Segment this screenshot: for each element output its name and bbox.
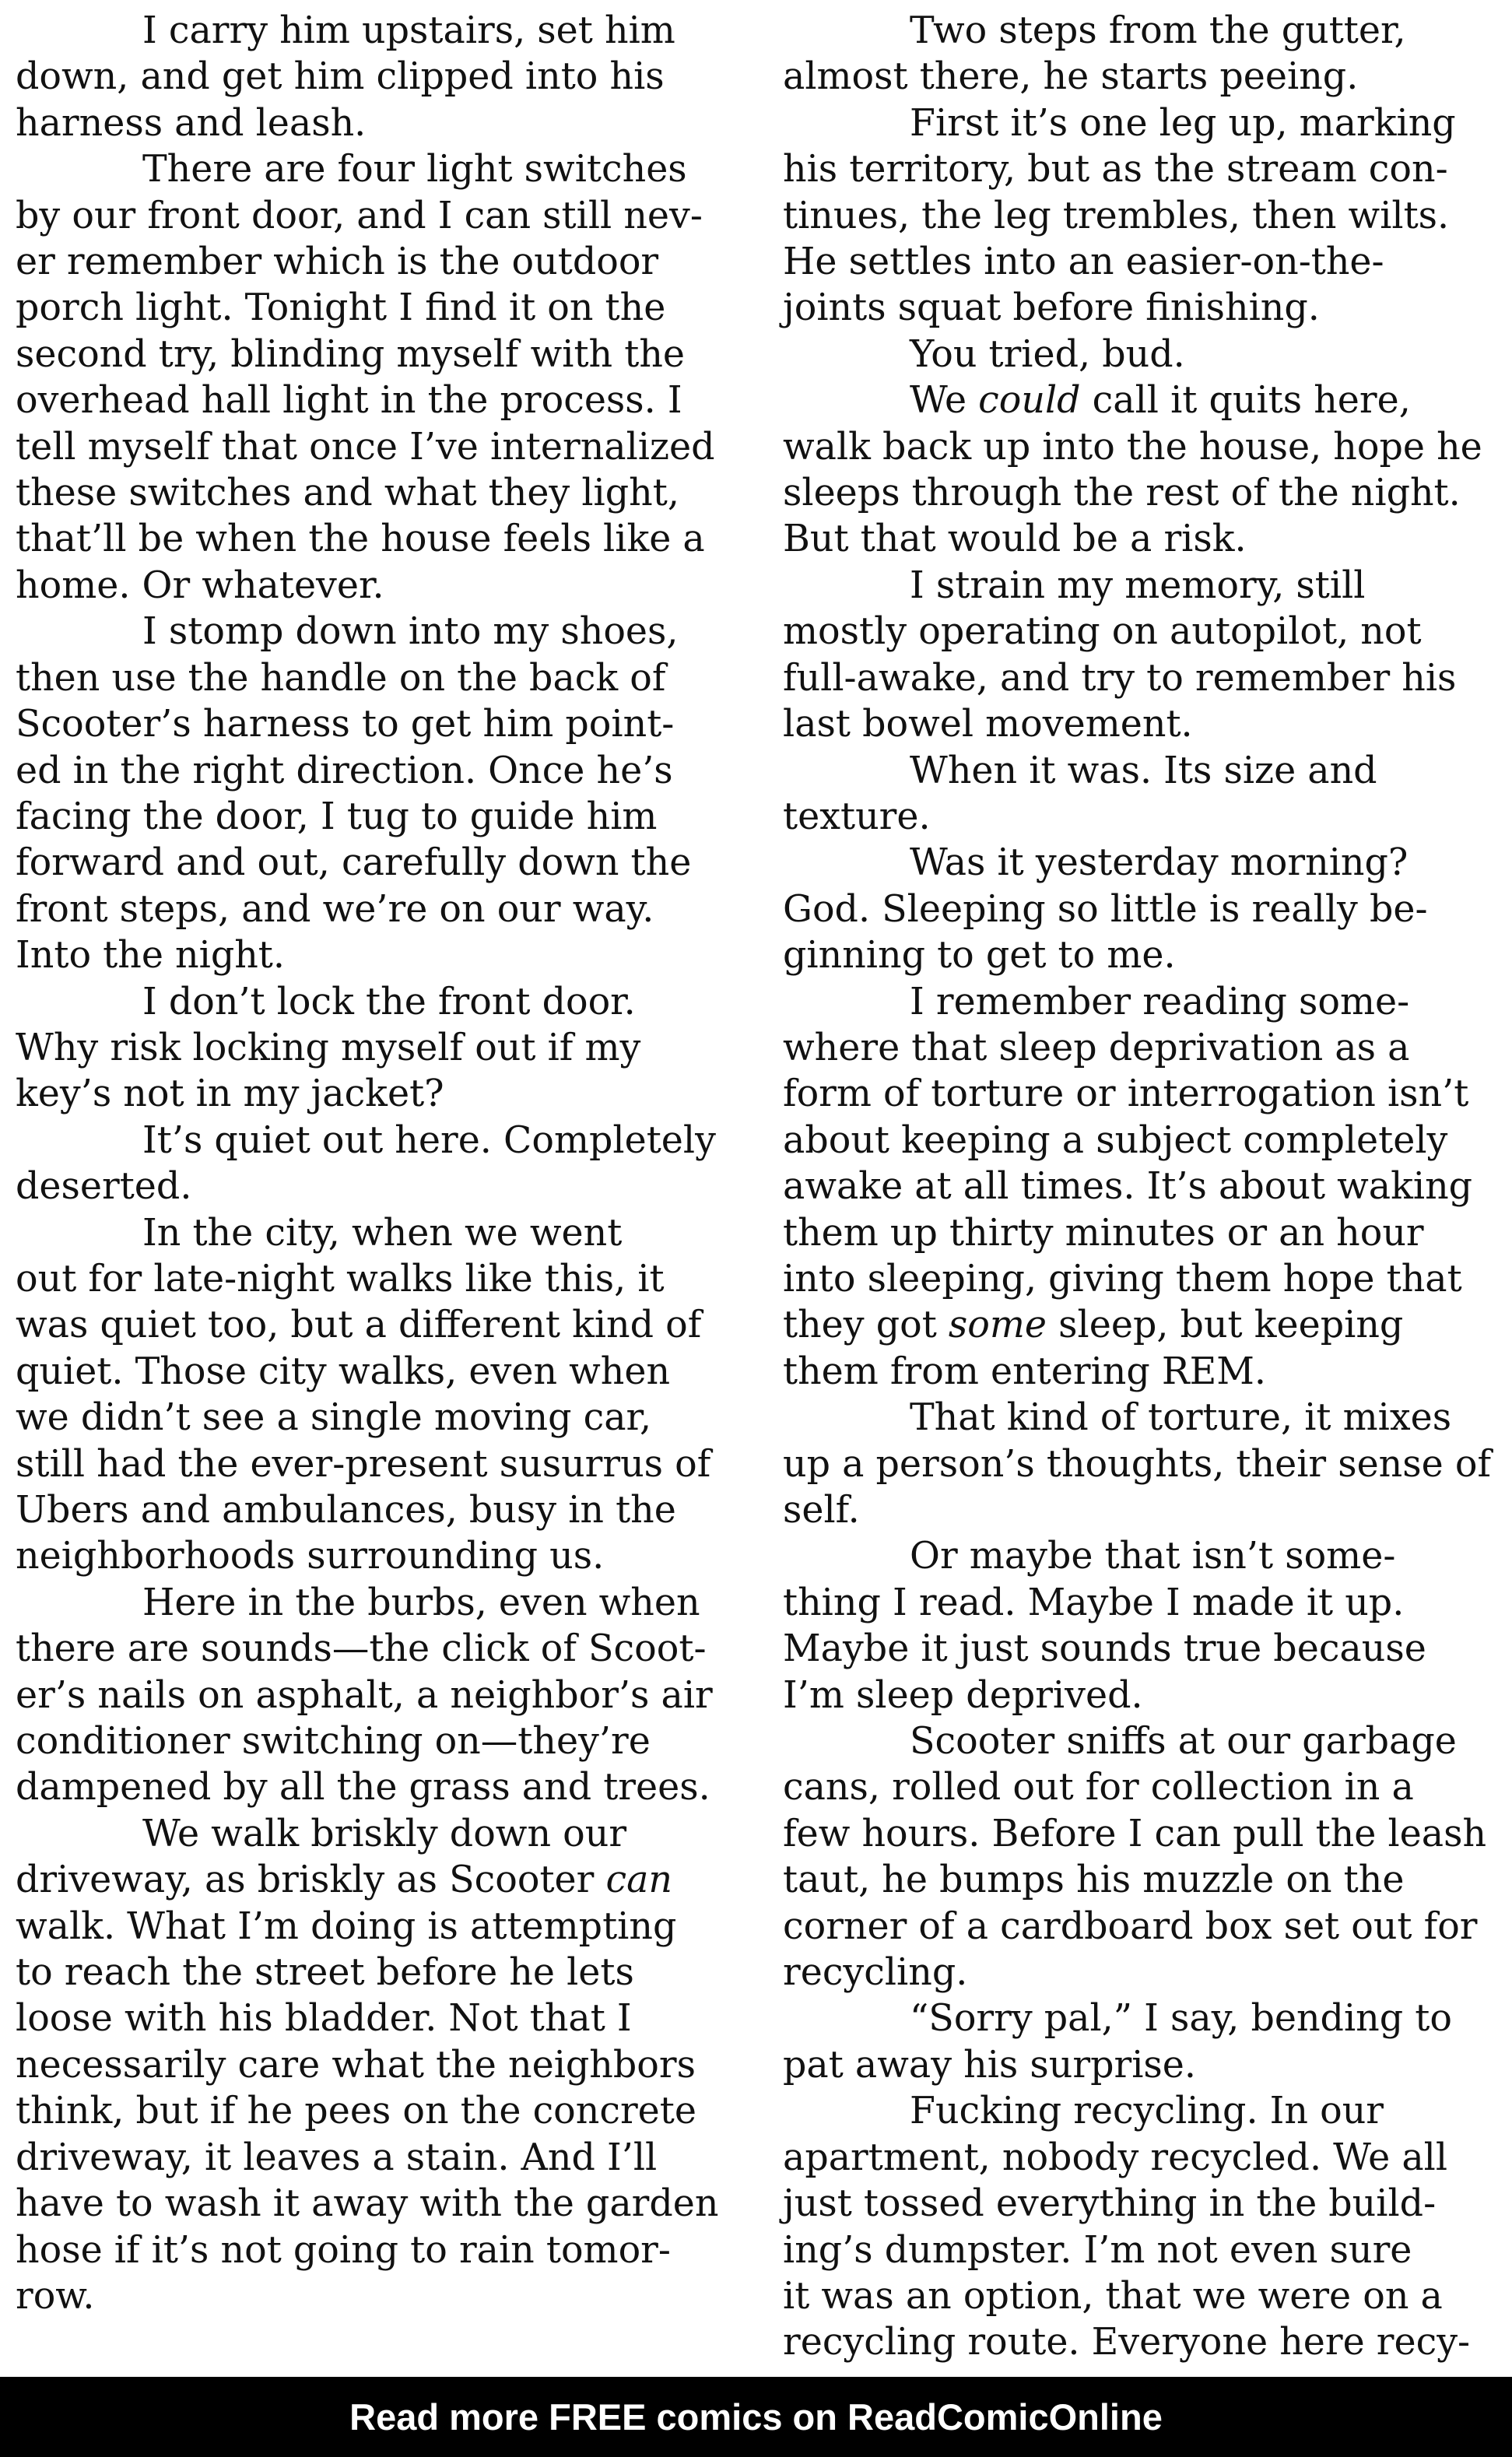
text-line: [783, 239, 1475, 285]
line-text: front steps, and we’re on our way.: [16, 887, 654, 931]
line-text: “Sorry pal,” I say, bending to: [910, 1997, 1452, 2041]
text-line: [16, 932, 708, 978]
line-text: into sleeping, giving them hope that: [783, 1257, 1462, 1300]
text-line: [783, 1950, 1475, 1995]
line-text: Or maybe that isn’t some-: [910, 1535, 1396, 1578]
text-line: [783, 655, 1475, 701]
text-line: [16, 1441, 711, 1487]
text-line: [783, 424, 1482, 470]
line-text: second try, blinding myself with the: [16, 332, 686, 376]
text-line: [783, 1626, 1475, 1672]
text-line: [16, 516, 708, 562]
emphasis-text: could: [978, 379, 1081, 423]
text-line: [16, 1995, 708, 2041]
line-text: deserted.: [16, 1165, 192, 1209]
line-text: these switches and what they light,: [16, 472, 679, 515]
text-line: [16, 1811, 708, 1857]
emphasis-text: can: [605, 1859, 672, 1902]
text-line: [783, 193, 1475, 239]
text-line: [783, 1718, 1475, 1764]
line-text: recycling.: [783, 1951, 968, 1995]
text-line: [783, 2135, 1475, 2181]
text-line: [16, 979, 708, 1025]
line-text: thing I read. Maybe I made it up.: [783, 1581, 1405, 1624]
text-line: [783, 748, 1475, 794]
text-line: [783, 701, 1475, 747]
text-line: [16, 2088, 708, 2134]
line-text: few hours. Before I can pull the leash: [783, 1812, 1487, 1855]
line-text: ginning to get to me.: [783, 934, 1176, 978]
text-line: [16, 54, 708, 100]
line-text: In the city, when we went: [142, 1211, 623, 1255]
line-text: home. Or whatever.: [16, 563, 384, 607]
text-line: [783, 1673, 1475, 1718]
line-text: He settles into an easier-on-the-: [783, 240, 1384, 284]
text-line: [16, 748, 708, 794]
text-line: [783, 1580, 1475, 1626]
line-text: quiet. Those city walks, even when: [16, 1350, 671, 1393]
text-line: [783, 470, 1475, 516]
line-text: dampened by all the grass and trees.: [16, 1766, 710, 1809]
text-line: [783, 1349, 1475, 1395]
line-text: First it’s one leg up, marking: [910, 101, 1456, 145]
text-line: [783, 979, 1475, 1025]
line-text: they got: [783, 1304, 949, 1347]
line-text: mostly operating on autopilot, not: [783, 610, 1422, 654]
line-text: think, but if he pees on the concrete: [16, 2090, 696, 2133]
line-text: we didn’t see a single moving car,: [16, 1396, 652, 1440]
text-line: [16, 332, 708, 377]
line-text: cans, rolled out for collection in a: [783, 1766, 1414, 1809]
text-line: [16, 2227, 708, 2273]
text-line: [783, 1764, 1475, 1810]
line-text: I carry him upstairs, set him: [142, 9, 675, 52]
text-line: [16, 8, 708, 54]
text-line: [16, 377, 708, 423]
text-line: [16, 1673, 713, 1718]
line-text: them from entering REM.: [783, 1350, 1267, 1393]
text-line: [16, 2042, 708, 2088]
text-line: [16, 1487, 708, 1533]
line-text: self.: [783, 1489, 860, 1532]
line-text: Into the night.: [16, 934, 285, 978]
text-line: [16, 1626, 708, 1672]
line-text: it was an option, that we were on a: [783, 2274, 1443, 2318]
text-line: [16, 1349, 708, 1395]
text-line: [783, 886, 1475, 932]
line-text: But that would be a risk.: [783, 518, 1247, 561]
line-text: walk. What I’m doing is attempting: [16, 1904, 677, 1948]
emphasis-text: some: [948, 1304, 1047, 1347]
text-line: [16, 100, 708, 146]
text-line: [16, 1210, 708, 1256]
text-line: [783, 2181, 1475, 2227]
line-text: God. Sleeping so little is really be-: [783, 887, 1428, 931]
text-line: [783, 840, 1475, 886]
text-line: [783, 609, 1475, 655]
line-text: porch light. Tonight I find it on the: [16, 286, 666, 330]
text-line: [16, 655, 708, 701]
line-text: then use the handle on the back of: [16, 656, 666, 700]
text-line: [783, 8, 1475, 54]
text-line: [16, 1118, 716, 1164]
text-line: [16, 1164, 708, 1209]
text-line: [783, 285, 1475, 331]
text-line: [783, 1302, 1475, 1348]
line-text: overhead hall light in the process. I: [16, 379, 682, 423]
text-line: [783, 1995, 1475, 2041]
line-text: out for late-night walks like this, it: [16, 1257, 665, 1300]
line-text: last bowel movement.: [783, 703, 1193, 746]
text-line: [783, 1210, 1475, 1256]
text-line: [16, 1302, 708, 1348]
text-line: [783, 100, 1475, 146]
line-text: We walk briskly down our: [142, 1812, 627, 1855]
line-text: key’s not in my jacket?: [16, 1072, 444, 1116]
text-line: [16, 1904, 708, 1950]
text-line: [16, 1950, 708, 1995]
text-line: [16, 1395, 708, 1441]
text-line: [16, 1533, 708, 1579]
line-text: ed in the right direction. Once he’s: [16, 749, 673, 792]
line-text: by our front door, and I can still nev-: [16, 194, 703, 237]
text-line: [783, 1904, 1478, 1950]
text-line: [783, 1118, 1475, 1164]
line-text: sleeps through the rest of the night.: [783, 472, 1461, 515]
line-text: When it was. Its size and: [910, 749, 1377, 792]
line-text: loose with his bladder. Not that I: [16, 1997, 632, 2041]
text-line: [16, 701, 708, 747]
text-line: [783, 563, 1475, 609]
line-text: about keeping a subject completely: [783, 1118, 1448, 1162]
line-text: Ubers and ambulances, busy in the: [16, 1489, 676, 1532]
line-text: walk back up into the house, hope he: [783, 425, 1482, 469]
line-text: necessarily care what the neighbors: [16, 2043, 696, 2087]
line-text: recycling route. Everyone here recy-: [783, 2321, 1471, 2364]
text-line: [16, 193, 708, 239]
text-line: [783, 2227, 1475, 2273]
text-line: [783, 377, 1475, 423]
line-text: still had the ever-present susurrus of: [16, 1442, 711, 1486]
line-text: tinues, the leg trembles, then wilts.: [783, 194, 1450, 237]
text-line: [783, 1857, 1475, 1903]
line-text: driveway, it leaves a stain. And I’ll: [16, 2136, 658, 2179]
line-text: neighborhoods surrounding us.: [16, 1535, 605, 1578]
left-text-column: [16, 8, 719, 2319]
text-line: [16, 2135, 708, 2181]
line-text: apartment, nobody recycled. We all: [783, 2136, 1448, 2179]
text-line: [16, 1256, 708, 1302]
line-text: hose if it’s not going to rain tomor-: [16, 2228, 671, 2272]
line-text: awake at all times. It’s about waking: [783, 1165, 1473, 1209]
line-text: We: [910, 379, 979, 423]
line-text: er remember which is the outdoor: [16, 240, 659, 284]
line-text: Was it yesterday morning?: [910, 841, 1409, 885]
text-line: [783, 54, 1475, 100]
text-line: [16, 886, 708, 932]
right-text-column: [783, 8, 1492, 2366]
line-text: It’s quiet out here. Completely: [142, 1118, 716, 1162]
line-text: almost there, he starts peeing.: [783, 55, 1359, 99]
line-text: facing the door, I tug to guide him: [16, 795, 658, 838]
text-line: [16, 609, 708, 655]
line-text: Scooter’s harness to get him point-: [16, 703, 675, 746]
text-line: [783, 1025, 1475, 1071]
line-text: just tossed everything in the build-: [783, 2182, 1437, 2226]
text-line: [783, 1071, 1475, 1117]
line-text: I stomp down into my shoes,: [142, 610, 679, 654]
line-text: was quiet too, but a different kind of: [16, 1304, 702, 1347]
line-text: tell myself that once I’ve internalized: [16, 425, 715, 469]
text-line: [783, 332, 1475, 377]
line-text: down, and get him clipped into his: [16, 55, 665, 99]
text-line: [16, 470, 708, 516]
line-text: You tried, bud.: [910, 332, 1185, 376]
text-line: [16, 840, 708, 886]
text-line: [783, 1487, 1475, 1533]
text-line: [16, 1025, 708, 1071]
line-text: I remember reading some-: [910, 980, 1410, 1023]
text-line: [783, 1441, 1492, 1487]
line-text: Here in the burbs, even when: [142, 1581, 700, 1624]
text-line: [783, 2042, 1475, 2088]
line-text: that’ll be when the house feels like a: [16, 518, 705, 561]
line-text: pat away his surprise.: [783, 2043, 1196, 2087]
text-line: [16, 1857, 708, 1903]
line-text-continued: sleep, but keeping: [1047, 1304, 1404, 1347]
text-line: [16, 424, 715, 470]
text-line: [783, 1164, 1475, 1209]
text-line: [783, 1395, 1475, 1441]
text-line: [783, 516, 1475, 562]
text-line: [16, 1718, 708, 1764]
text-line: [783, 2273, 1475, 2319]
line-text: his territory, but as the stream con-: [783, 148, 1448, 191]
line-text: ing’s dumpster. I’m not even sure: [783, 2228, 1412, 2272]
text-line: [16, 1580, 708, 1626]
line-text: I’m sleep deprived.: [783, 1673, 1143, 1717]
text-line: [783, 1811, 1487, 1857]
line-text: corner of a cardboard box set out for: [783, 1904, 1478, 1948]
text-line: [783, 932, 1475, 978]
line-text: row.: [16, 2274, 95, 2318]
line-text: joints squat before finishing.: [783, 286, 1320, 330]
line-text: there are sounds—the click of Scoot-: [16, 1627, 707, 1671]
line-text: harness and leash.: [16, 101, 367, 145]
line-text: where that sleep deprivation as a: [783, 1026, 1410, 1069]
line-text: Fucking recycling. In our: [910, 2090, 1384, 2133]
line-text: er’s nails on asphalt, a neighbor’s air: [16, 1673, 713, 1717]
line-text: forward and out, carefully down the: [16, 841, 692, 885]
footer-banner-text[interactable]: Read more FREE comics on ReadComicOnline: [349, 2396, 1163, 2438]
line-text: taut, he bumps his muzzle on the: [783, 1859, 1405, 1902]
line-text: Two steps from the gutter,: [910, 9, 1406, 52]
text-line: [16, 563, 708, 609]
line-text: There are four light switches: [142, 148, 687, 191]
line-text: up a person’s thoughts, their sense of: [783, 1442, 1492, 1486]
line-text: conditioner switching on—they’re: [16, 1720, 651, 1764]
line-text: I strain my memory, still: [910, 563, 1366, 607]
line-text: Scooter sniffs at our garbage: [910, 1720, 1457, 1764]
text-line: [16, 239, 708, 285]
text-line: [16, 146, 708, 192]
line-text: full-awake, and try to remember his: [783, 656, 1457, 700]
line-text: form of torture or interrogation isn’t: [783, 1072, 1469, 1116]
line-text: Why risk locking myself out if my: [16, 1026, 641, 1069]
text-line: [783, 2319, 1475, 2365]
text-line: [16, 285, 708, 331]
text-line: [16, 2273, 708, 2319]
text-line: [16, 794, 708, 840]
line-text: Maybe it just sounds true because: [783, 1627, 1426, 1671]
text-line: [16, 1071, 708, 1117]
footer-banner[interactable]: [0, 2377, 1512, 2457]
text-line: [783, 146, 1475, 192]
line-text-continued: call it quits here,: [1080, 379, 1411, 423]
text-line: [783, 794, 1475, 840]
text-line: [783, 1256, 1475, 1302]
text-line: [783, 2088, 1475, 2134]
line-text: driveway, as briskly as Scooter: [16, 1859, 606, 1902]
text-line: [783, 1533, 1475, 1579]
line-text: have to wash it away with the garden: [16, 2182, 719, 2226]
line-text: texture.: [783, 795, 931, 838]
line-text: I don’t lock the front door.: [142, 980, 636, 1023]
line-text: them up thirty minutes or an hour: [783, 1211, 1424, 1255]
text-line: [16, 2181, 719, 2227]
line-text: to reach the street before he lets: [16, 1951, 634, 1995]
text-line: [16, 1764, 708, 1810]
line-text: That kind of torture, it mixes: [910, 1396, 1452, 1440]
